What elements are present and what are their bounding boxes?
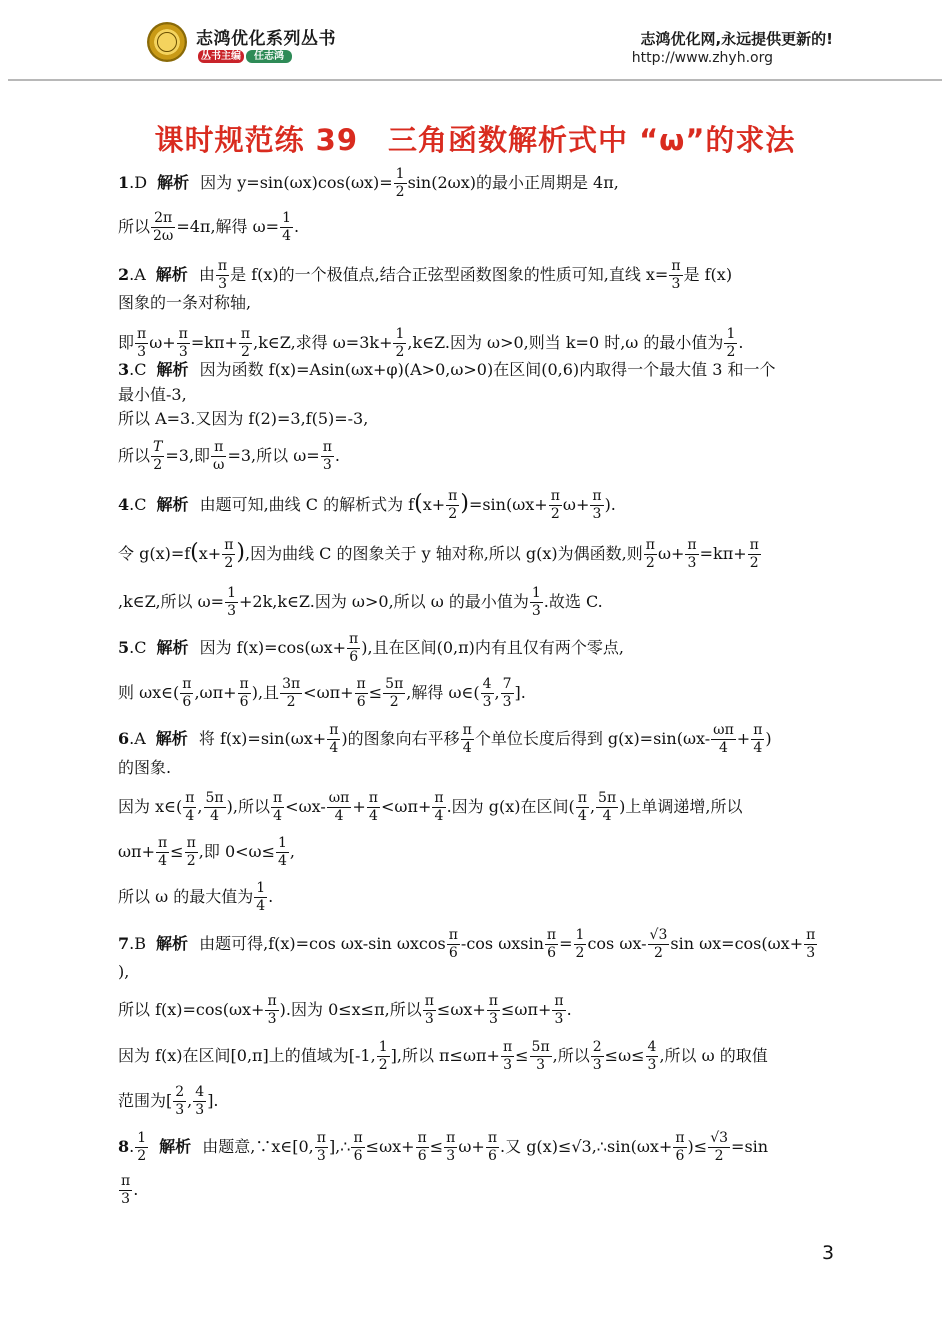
page-number: 3 [822, 1242, 835, 1264]
header-divider [8, 79, 942, 81]
q6-line5: 所以 ω 的最大值为 $\frac{1}{4}$ . [118, 880, 274, 914]
q3-line2: 最小值-3, [118, 385, 187, 404]
q7-line3: 所以 f(x)=cos(ωx+ $\frac{\pi}{3}$ ).因为 0≤x≤π,所以 $\frac{\pi}{3}$ ≤ωx+ $\frac{\pi}{3}$ ≤ωπ+ $\frac{\pi}{3}$ . [118, 993, 572, 1027]
page-header [0, 0, 950, 90]
q7-line2: ), [118, 962, 130, 981]
q1-line2: 所以 $\frac{2\pi}{2\omega}$ =4π,解得 ω= $\frac{1}{4}$ . [118, 210, 300, 244]
q6-line1: 6.A 解析 将 f(x)=sin(ωx+ $\frac{\pi}{4}$ )的图象向右平移 $\frac{\pi}{4}$ 个单位长度后得到 g(x)=sin(ωx- $\frac{\omega\pi}{4}$ + $\frac{\pi}{4}$ ) [118, 722, 772, 756]
q3-line3: 所以 A=3.又因为 f(2)=3,f(5)=-3, [118, 409, 369, 428]
brand-name: 志鸿优化系列丛书 [196, 29, 336, 49]
editor-label: 丛书主编 [198, 50, 244, 63]
header-url[interactable]: http://www.zhyh.org [631, 50, 773, 66]
q5-line2: 则 ωx∈( $\frac{\pi}{6}$ ,ωπ+ $\frac{\pi}{6}$ ),且 $\frac{3\pi}{2}$ <ωπ+ $\frac{\pi}{6}$ ≤ $\frac{5\pi}{2}$ ,解得 ω∈( $\frac{4}{3}$ , $\frac{7}{3}$ ]. [118, 676, 526, 710]
q4-line3: ,k∈Z,所以 ω= $\frac{1}{3}$ +2k,k∈Z.因为 ω>0,所以 ω 的最小值为 $\frac{1}{3}$ .故选 C. [118, 585, 603, 619]
q6-line2: 的图象. [118, 758, 172, 777]
q4-line2: 令 g(x)=f(x+ $\frac{\pi}{2}$ ),因为曲线 C 的图象关于 y 轴对称,所以 g(x)为偶函数,则 $\frac{\pi}{2}$ ω+ $\frac{\pi}{3}$ =kπ+ $\frac{\pi}{2}$ [118, 537, 759, 571]
q2-line3: 即 $\frac{\pi}{3}$ ω+ $\frac{\pi}{3}$ =kπ+ $\frac{\pi}{2}$ ,k∈Z,求得 ω=3k+ $\frac{1}{2}$ ,k∈Z.因为 ω>0,则当 k=0 时,ω 的最小值为 $\frac{1}{2}$ . [118, 326, 744, 360]
q2-line2: 图象的一条对称轴, [118, 293, 252, 312]
editor-name: 任志鸿 [246, 50, 292, 63]
q6-line3: 因为 x∈( $\frac{\pi}{4}$ , $\frac{5\pi}{4}$ ),所以 $\frac{\pi}{4}$ <ωx- $\frac{\omega\pi}{4}$ + $\frac{\pi}{4}$ <ωπ+ $\frac{\pi}{4}$ .因为 g(x)在区间( $\frac{\pi}{4}$ , $\frac{5\pi}{4}$ )上单调递增,所以 [118, 790, 743, 824]
q7-line5: 范围为[ $\frac{2}{3}$ , $\frac{4}{3}$ ]. [118, 1084, 219, 1118]
q1-line1: 1.D 解析 因为 y=sin(ωx)cos(ωx)= $\frac{1}{2}$ sin(2ωx)的最小正周期是 4π, [118, 166, 619, 200]
q7-line4: 因为 f(x)在区间[0,π]上的值域为[-1, $\frac{1}{2}$ ],所以 π≤ωπ+ $\frac{\pi}{3}$ ≤ $\frac{5\pi}{3}$ ,所以 $\frac{2}{3}$ ≤ω≤ $\frac{4}{3}$ ,所以 ω 的取值 [118, 1039, 768, 1073]
page-title: 课时规范练 39 三角函数解析式中 “ω”的求法 [154, 123, 796, 157]
q8-line1: 8. $\frac{1}{2}$ 解析 由题意,∵x∈[0, $\frac{\pi}{3}$ ],∴ $\frac{\pi}{6}$ ≤ωx+ $\frac{\pi}{6}$ ≤ $\frac{\pi}{3}$ ω+ $\frac{\pi}{6}$ .又 g(x)≤√3,∴sin(ωx+ $\frac{\pi}{6}$ )≤ $\frac{√3}{2}$ =sin [118, 1130, 769, 1164]
q3-line1: 3.C 解析 因为函数 f(x)=Asin(ωx+φ)(A>0,ω>0)在区间(0,6)内取得一个最大值 3 和一个 [118, 360, 776, 379]
q6-line4: ωπ+ $\frac{\pi}{4}$ ≤ $\frac{\pi}{2}$ ,即 0<ω≤ $\frac{1}{4}$ , [118, 835, 296, 869]
brand-logo-icon [147, 22, 187, 62]
q2-line1: 2.A 解析 由 $\frac{\pi}{3}$ 是 f(x)的一个极值点,结合正弦型函数图象的性质可知,直线 x= $\frac{\pi}{3}$ 是 f(x) [118, 258, 733, 292]
q7-line1: 7.B 解析 由题可得,f(x)=cos ωx-sin ωxcos $\frac{\pi}{6}$ -cos ωxsin $\frac{\pi}{6}$ = $\frac{1}{2}$ cos ωx- $\frac{√3}{2}$ sin ωx=cos(ωx+ $\frac{\pi}{3}$ [118, 927, 816, 961]
q5-line1: 5.C 解析 因为 f(x)=cos(ωx+ $\frac{\pi}{6}$ ),且在区间(0,π)内有且仅有两个零点, [118, 631, 624, 665]
q4-line1: 4.C 解析 由题可知,曲线 C 的解析式为 f(x+ $\frac{\pi}{2}$ )=sin(ωx+ $\frac{\pi}{2}$ ω+ $\frac{\pi}{3}$ ). [118, 488, 616, 522]
header-slogan: 志鸿优化网,永远提供更新的! [640, 30, 833, 48]
q8-line2: $\frac{\pi}{3}$ . [121, 1173, 139, 1207]
q3-line4: 所以 $\frac{T}{2}$ =3,即 $\frac{\pi}{\omega}$ =3,所以 ω= $\frac{\pi}{3}$ . [118, 439, 340, 473]
